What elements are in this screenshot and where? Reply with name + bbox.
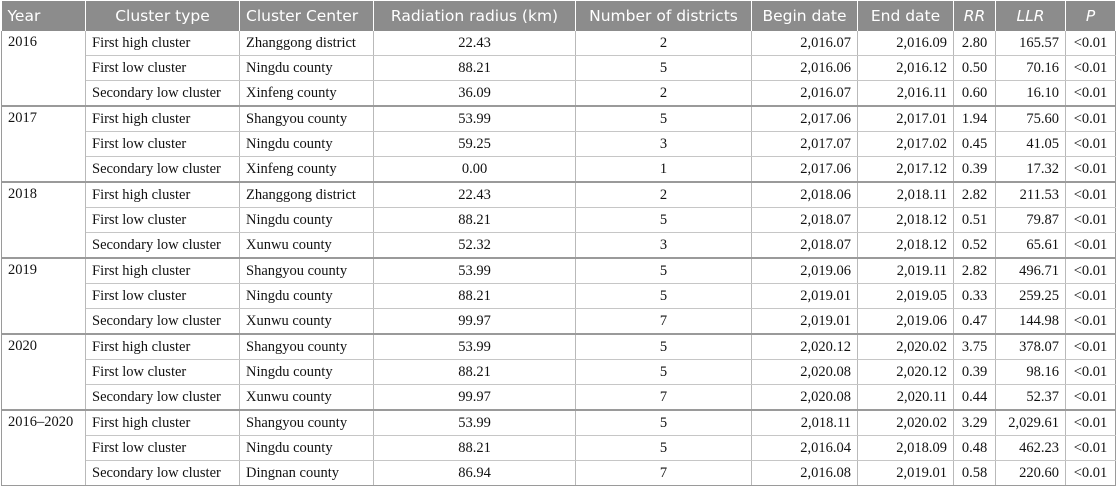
cell-number-of-districts: 5 (576, 360, 752, 385)
cell-cluster-center: Ningdu county (240, 208, 374, 233)
cell-radiation-radius: 0.00 (374, 157, 576, 183)
table-row (2, 157, 1116, 183)
cell-year: 2020 (2, 334, 86, 410)
cell-cluster-center: Shangyou county (240, 106, 374, 132)
cell-rr: 3.75 (954, 334, 996, 360)
table-row (2, 182, 1116, 208)
cell-begin-date: 2,016.06 (752, 56, 858, 81)
cell-cluster-center: Ningdu county (240, 284, 374, 309)
cell-cluster-type: First low cluster (86, 208, 240, 233)
cell-cluster-center: Ningdu county (240, 56, 374, 81)
cell-number-of-districts: 5 (576, 56, 752, 81)
cell-end-date: 2,019.01 (858, 461, 954, 486)
cell-cluster-type: First low cluster (86, 436, 240, 461)
cell-p: <0.01 (1066, 436, 1116, 461)
table-row (2, 233, 1116, 259)
cell-begin-date: 2,019.01 (752, 284, 858, 309)
cell-end-date: 2,020.02 (858, 410, 954, 436)
header-number-of-districts: Number of districts (576, 1, 752, 31)
cell-p: <0.01 (1066, 284, 1116, 309)
table-row (2, 31, 1116, 56)
cell-radiation-radius: 22.43 (374, 31, 576, 56)
cell-number-of-districts: 3 (576, 132, 752, 157)
table-row (2, 436, 1116, 461)
cell-rr: 0.60 (954, 81, 996, 107)
cell-cluster-type: Secondary low cluster (86, 157, 240, 183)
cell-p: <0.01 (1066, 56, 1116, 81)
cell-begin-date: 2,016.07 (752, 81, 858, 107)
cell-year: 2016 (2, 31, 86, 106)
cell-cluster-type: First high cluster (86, 410, 240, 436)
table-row (2, 461, 1116, 486)
cell-rr: 0.48 (954, 436, 996, 461)
header-rr: RR (954, 1, 996, 31)
cell-radiation-radius: 88.21 (374, 436, 576, 461)
cell-llr: 462.23 (996, 436, 1066, 461)
cell-end-date: 2,019.05 (858, 284, 954, 309)
cell-rr: 0.45 (954, 132, 996, 157)
cell-begin-date: 2,020.08 (752, 385, 858, 411)
cell-radiation-radius: 52.32 (374, 233, 576, 259)
cell-end-date: 2,018.12 (858, 208, 954, 233)
cell-cluster-type: First low cluster (86, 360, 240, 385)
cell-begin-date: 2,016.07 (752, 31, 858, 56)
cell-llr: 220.60 (996, 461, 1066, 486)
table-row (2, 56, 1116, 81)
cell-begin-date: 2,018.06 (752, 182, 858, 208)
cell-rr: 0.50 (954, 56, 996, 81)
cell-rr: 2.82 (954, 258, 996, 284)
cell-llr: 52.37 (996, 385, 1066, 411)
cell-p: <0.01 (1066, 31, 1116, 56)
cell-cluster-center: Shangyou county (240, 334, 374, 360)
cell-rr: 0.47 (954, 309, 996, 335)
table-row (2, 132, 1116, 157)
cell-number-of-districts: 3 (576, 233, 752, 259)
cell-number-of-districts: 5 (576, 258, 752, 284)
cell-number-of-districts: 1 (576, 157, 752, 183)
cell-llr: 144.98 (996, 309, 1066, 335)
cell-p: <0.01 (1066, 233, 1116, 259)
cell-p: <0.01 (1066, 208, 1116, 233)
cell-cluster-center: Dingnan county (240, 461, 374, 486)
cell-cluster-type: First low cluster (86, 132, 240, 157)
cell-number-of-districts: 7 (576, 461, 752, 486)
cell-llr: 98.16 (996, 360, 1066, 385)
cell-number-of-districts: 5 (576, 436, 752, 461)
cell-number-of-districts: 7 (576, 385, 752, 411)
cell-number-of-districts: 5 (576, 410, 752, 436)
cell-rr: 0.39 (954, 360, 996, 385)
cell-p: <0.01 (1066, 157, 1116, 183)
cell-llr: 259.25 (996, 284, 1066, 309)
header-cluster-type: Cluster type (86, 1, 240, 31)
cell-end-date: 2,018.09 (858, 436, 954, 461)
cell-cluster-type: First high cluster (86, 106, 240, 132)
table-header (2, 1, 1116, 31)
table-row (2, 106, 1116, 132)
cell-cluster-center: Xunwu county (240, 233, 374, 259)
cell-rr: 0.52 (954, 233, 996, 259)
cell-number-of-districts: 2 (576, 31, 752, 56)
header-llr: LLR (996, 1, 1066, 31)
cell-number-of-districts: 5 (576, 284, 752, 309)
cell-begin-date: 2,018.07 (752, 233, 858, 259)
cell-radiation-radius: 86.94 (374, 461, 576, 486)
cell-cluster-type: Secondary low cluster (86, 309, 240, 335)
cell-begin-date: 2,020.12 (752, 334, 858, 360)
header-end-date: End date (858, 1, 954, 31)
cell-radiation-radius: 53.99 (374, 410, 576, 436)
header-begin-date: Begin date (752, 1, 858, 31)
cell-begin-date: 2,016.08 (752, 461, 858, 486)
cell-llr: 378.07 (996, 334, 1066, 360)
table-row (2, 360, 1116, 385)
cell-radiation-radius: 88.21 (374, 56, 576, 81)
cell-llr: 211.53 (996, 182, 1066, 208)
cell-rr: 2.82 (954, 182, 996, 208)
cell-begin-date: 2,017.06 (752, 157, 858, 183)
cell-year: 2018 (2, 182, 86, 258)
cell-rr: 0.33 (954, 284, 996, 309)
cell-year: 2019 (2, 258, 86, 334)
cell-p: <0.01 (1066, 309, 1116, 335)
cell-llr: 165.57 (996, 31, 1066, 56)
cell-p: <0.01 (1066, 132, 1116, 157)
cell-cluster-type: First high cluster (86, 334, 240, 360)
cell-radiation-radius: 53.99 (374, 258, 576, 284)
cell-cluster-center: Ningdu county (240, 132, 374, 157)
table-row (2, 410, 1116, 436)
cell-rr: 0.51 (954, 208, 996, 233)
cell-cluster-type: Secondary low cluster (86, 461, 240, 486)
cell-llr: 70.16 (996, 56, 1066, 81)
cell-cluster-center: Shangyou county (240, 258, 374, 284)
cluster-table (1, 1, 1116, 486)
cell-number-of-districts: 2 (576, 81, 752, 107)
header-p: P (1066, 1, 1116, 31)
cell-number-of-districts: 5 (576, 106, 752, 132)
table-row (2, 334, 1116, 360)
cell-year: 2017 (2, 106, 86, 182)
cell-year: 2016–2020 (2, 410, 86, 486)
cell-radiation-radius: 59.25 (374, 132, 576, 157)
cell-end-date: 2,019.11 (858, 258, 954, 284)
cell-rr: 3.29 (954, 410, 996, 436)
cell-cluster-center: Ningdu county (240, 360, 374, 385)
cell-radiation-radius: 99.97 (374, 309, 576, 335)
cell-llr: 17.32 (996, 157, 1066, 183)
cell-rr: 1.94 (954, 106, 996, 132)
cell-radiation-radius: 22.43 (374, 182, 576, 208)
cell-end-date: 2,018.11 (858, 182, 954, 208)
cell-end-date: 2,020.02 (858, 334, 954, 360)
cell-p: <0.01 (1066, 360, 1116, 385)
cell-cluster-center: Xunwu county (240, 309, 374, 335)
cell-cluster-type: First high cluster (86, 182, 240, 208)
cell-number-of-districts: 2 (576, 182, 752, 208)
cell-cluster-type: First low cluster (86, 56, 240, 81)
cell-p: <0.01 (1066, 334, 1116, 360)
cell-cluster-type: First high cluster (86, 258, 240, 284)
cell-cluster-type: Secondary low cluster (86, 233, 240, 259)
table-row (2, 208, 1116, 233)
header-cluster-center: Cluster Center (240, 1, 374, 31)
cell-llr: 16.10 (996, 81, 1066, 107)
cell-end-date: 2,017.12 (858, 157, 954, 183)
cell-begin-date: 2,017.07 (752, 132, 858, 157)
cell-radiation-radius: 99.97 (374, 385, 576, 411)
cell-cluster-center: Xunwu county (240, 385, 374, 411)
cell-p: <0.01 (1066, 182, 1116, 208)
cell-llr: 75.60 (996, 106, 1066, 132)
cell-radiation-radius: 88.21 (374, 284, 576, 309)
cell-p: <0.01 (1066, 410, 1116, 436)
cell-end-date: 2,016.12 (858, 56, 954, 81)
cell-p: <0.01 (1066, 461, 1116, 486)
cell-cluster-type: Secondary low cluster (86, 385, 240, 411)
cell-radiation-radius: 88.21 (374, 208, 576, 233)
cell-llr: 65.61 (996, 233, 1066, 259)
cell-end-date: 2,017.01 (858, 106, 954, 132)
cell-end-date: 2,016.11 (858, 81, 954, 107)
cell-number-of-districts: 7 (576, 309, 752, 335)
cell-radiation-radius: 36.09 (374, 81, 576, 107)
cell-p: <0.01 (1066, 106, 1116, 132)
cell-end-date: 2,019.06 (858, 309, 954, 335)
cell-cluster-center: Zhanggong district (240, 182, 374, 208)
cell-rr: 0.58 (954, 461, 996, 486)
cell-llr: 496.71 (996, 258, 1066, 284)
cell-end-date: 2,020.12 (858, 360, 954, 385)
cell-p: <0.01 (1066, 81, 1116, 107)
cell-rr: 0.44 (954, 385, 996, 411)
header-radiation-radius: Radiation radius (km) (374, 1, 576, 31)
cell-llr: 41.05 (996, 132, 1066, 157)
table-row (2, 284, 1116, 309)
cell-end-date: 2,020.11 (858, 385, 954, 411)
cell-end-date: 2,016.09 (858, 31, 954, 56)
header-year: Year (2, 1, 86, 31)
cell-cluster-center: Shangyou county (240, 410, 374, 436)
cell-llr: 2,029.61 (996, 410, 1066, 436)
cell-radiation-radius: 88.21 (374, 360, 576, 385)
table-row (2, 258, 1116, 284)
cell-cluster-type: Secondary low cluster (86, 81, 240, 107)
cell-begin-date: 2,018.07 (752, 208, 858, 233)
cell-number-of-districts: 5 (576, 334, 752, 360)
table-row (2, 81, 1116, 107)
cell-cluster-type: First low cluster (86, 284, 240, 309)
cell-rr: 2.80 (954, 31, 996, 56)
table-row (2, 385, 1116, 411)
cell-number-of-districts: 5 (576, 208, 752, 233)
cell-p: <0.01 (1066, 385, 1116, 411)
cell-end-date: 2,018.12 (858, 233, 954, 259)
cell-begin-date: 2,016.04 (752, 436, 858, 461)
cell-radiation-radius: 53.99 (374, 334, 576, 360)
cell-begin-date: 2,018.11 (752, 410, 858, 436)
table-row (2, 309, 1116, 335)
cell-cluster-center: Xinfeng county (240, 157, 374, 183)
cell-end-date: 2,017.02 (858, 132, 954, 157)
cell-cluster-center: Ningdu county (240, 436, 374, 461)
cell-begin-date: 2,019.06 (752, 258, 858, 284)
cell-cluster-type: First high cluster (86, 31, 240, 56)
cell-begin-date: 2,019.01 (752, 309, 858, 335)
cell-begin-date: 2,017.06 (752, 106, 858, 132)
cell-p: <0.01 (1066, 258, 1116, 284)
cell-rr: 0.39 (954, 157, 996, 183)
cell-radiation-radius: 53.99 (374, 106, 576, 132)
cell-llr: 79.87 (996, 208, 1066, 233)
table-body (2, 31, 1116, 486)
header-row (2, 1, 1116, 31)
cell-cluster-center: Zhanggong district (240, 31, 374, 56)
cell-begin-date: 2,020.08 (752, 360, 858, 385)
cell-cluster-center: Xinfeng county (240, 81, 374, 107)
